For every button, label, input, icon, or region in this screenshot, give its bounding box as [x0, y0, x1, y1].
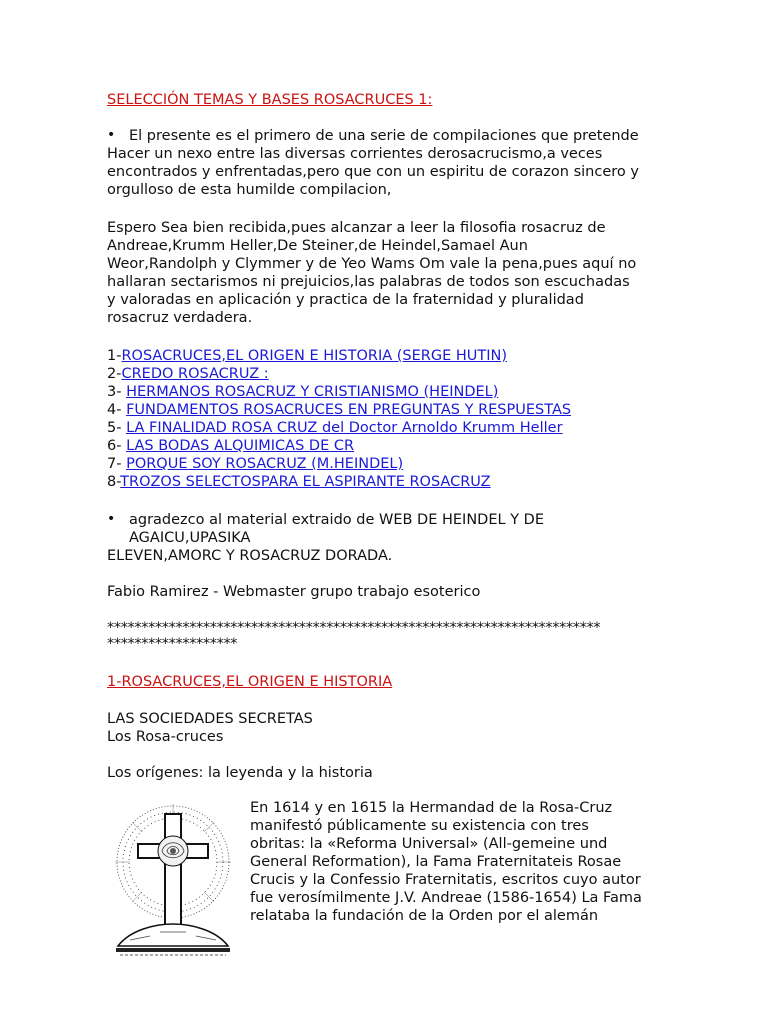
body-line: General Reformation), la Fama Fraternitateis Rosae: [250, 854, 622, 870]
rose-cross-emblem: [110, 800, 236, 962]
body-line: fue verosímilmente J.V. Andreae (1586-1654) La Fama: [250, 890, 642, 906]
index-link-5[interactable]: LA FINALIDAD ROSA CRUZ del Doctor Arnoldo Krumm Heller: [126, 420, 563, 436]
thanks-line: agradezco al material extraido de WEB DE HEINDEL Y DE: [129, 512, 544, 528]
bullet-dot: •: [107, 511, 116, 527]
index-link-8[interactable]: TROZOS SELECTOSPARA EL ASPIRANTE ROSACRUZ: [120, 474, 491, 490]
index-number: 1-: [107, 348, 122, 364]
body-line: manifestó públicamente su existencia con tres: [250, 818, 589, 834]
document-title: SELECCIÓN TEMAS Y BASES ROSACRUCES 1:: [107, 92, 433, 108]
index-link-3[interactable]: HERMANOS ROSACRUZ Y CRISTIANISMO (HEINDEL): [126, 384, 499, 400]
subheading: LAS SOCIEDADES SECRETAS: [107, 711, 313, 727]
thanks-line: AGAICU,UPASIKA: [129, 530, 251, 546]
bullet-dot: •: [107, 127, 116, 143]
index-item-8: [107, 473, 491, 491]
paragraph-line: Weor,Randolph y Clymmer y de Yeo Wams Om vale la pena,pues aquí no: [107, 256, 637, 272]
index-number: 4-: [107, 402, 127, 418]
intro-line: orgulloso de esta humilde compilacion,: [107, 182, 392, 198]
index-link-2[interactable]: CREDO ROSACRUZ :: [121, 366, 269, 382]
index-item-3: [107, 383, 498, 401]
index-item-2: [107, 365, 269, 383]
separator-line: ************************************************************************: [107, 620, 601, 636]
paragraph-line: Andreae,Krumm Heller,De Steiner,de Heindel,Samael Aun: [107, 238, 528, 254]
thanks-continuation: ELEVEN,AMORC Y ROSACRUZ DORADA.: [107, 548, 393, 564]
index-link-4[interactable]: FUNDAMENTOS ROSACRUCES EN PREGUNTAS Y RESPUESTAS: [126, 402, 572, 418]
body-line: obritas: la «Reforma Universal» (All-gemeine und: [250, 836, 608, 852]
index-item-7: [107, 455, 403, 473]
index-number: 6-: [107, 438, 127, 454]
paragraph-line: y valoradas en aplicación y practica de la fraternidad y pluralidad: [107, 292, 584, 308]
section-title: 1-ROSACRUCES,EL ORIGEN E HISTORIA: [107, 674, 393, 690]
index-link-6[interactable]: LAS BODAS ALQUIMICAS DE CR: [126, 438, 355, 454]
body-line: relataba la fundación de la Orden por el alemán: [250, 908, 599, 924]
index-link-7[interactable]: PORQUE SOY ROSACRUZ (M.HEINDEL): [126, 456, 404, 472]
separator-line: *******************: [107, 636, 238, 652]
paragraph-line: hallaran sectarismos ni prejuicios,las palabras de todos son escuchadas: [107, 274, 630, 290]
intro-line: encontrados y enfrentadas,pero que con un espiritu de corazon sincero y: [107, 164, 639, 180]
subheading: Los orígenes: la leyenda y la historia: [107, 765, 373, 781]
signature: Fabio Ramirez - Webmaster grupo trabajo esoterico: [107, 584, 481, 600]
body-line: Crucis y la Confessio Fraternitatis, escritos cuyo autor: [250, 872, 641, 888]
index-item-4: [107, 401, 571, 419]
intro-line: Hacer un nexo entre las diversas corrientes derosacrucismo,a veces: [107, 146, 603, 162]
index-number: 8-: [107, 474, 121, 490]
index-item-1: [107, 347, 507, 365]
index-number: 5-: [107, 420, 127, 436]
index-number: 3-: [107, 384, 127, 400]
index-number: 7-: [107, 456, 127, 472]
index-number: 2-: [107, 366, 122, 382]
intro-line: El presente es el primero de una serie de compilaciones que pretende: [129, 128, 639, 144]
index-item-6: [107, 437, 354, 455]
subheading: Los Rosa-cruces: [107, 729, 224, 745]
paragraph-line: Espero Sea bien recibida,pues alcanzar a leer la filosofia rosacruz de: [107, 220, 606, 236]
index-item-5: [107, 419, 563, 437]
index-link-1[interactable]: ROSACRUCES,EL ORIGEN E HISTORIA (SERGE HUTIN): [121, 348, 508, 364]
body-line: En 1614 y en 1615 la Hermandad de la Rosa-Cruz: [250, 800, 613, 816]
paragraph-line: rosacruz verdadera.: [107, 310, 253, 326]
